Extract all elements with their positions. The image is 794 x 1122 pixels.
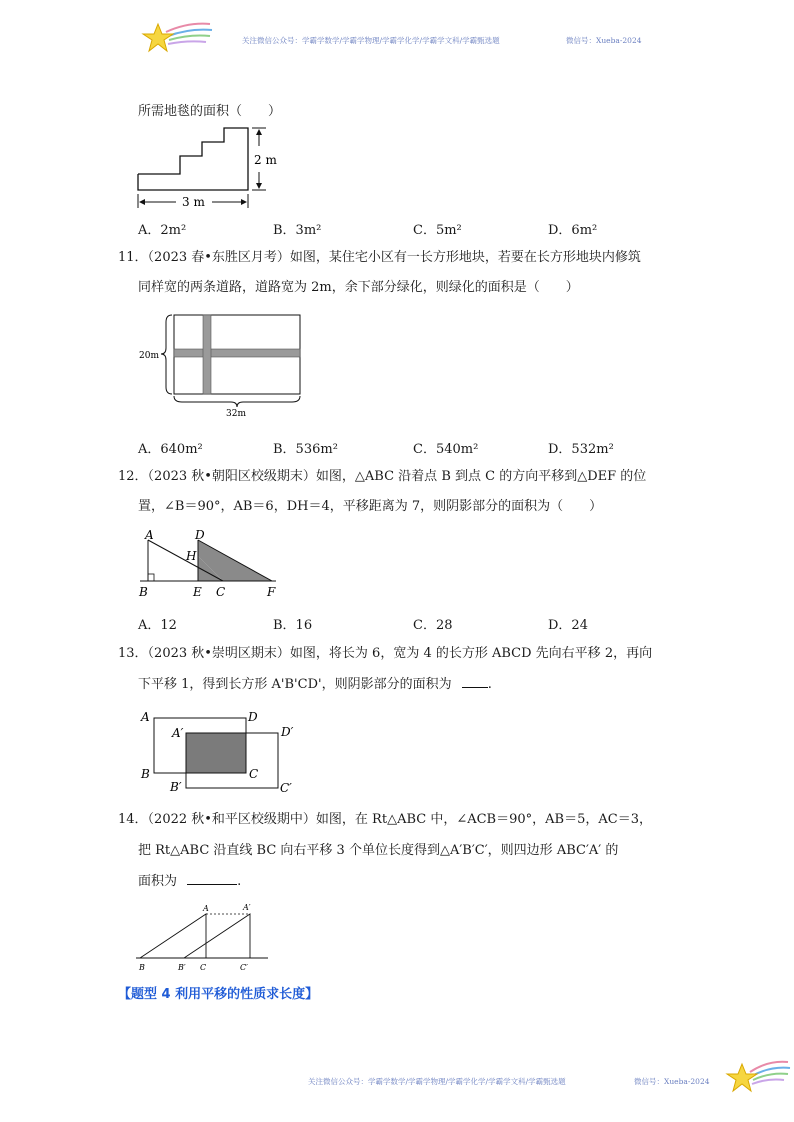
q13-answer-blank[interactable]: [462, 687, 488, 688]
q13-line1: 13．（2023 秋•崇明区期末）如图，将长为 6，宽为 4 的长方形 ABCD 先向右平移 2，再向: [118, 646, 653, 661]
q12-label-d: D: [195, 528, 205, 542]
q12-line2: 置，∠B＝90°，AB＝6，DH＝4，平移距离为 7，则阴影部分的面积为（ ）: [138, 499, 603, 514]
q10-option-c[interactable]: C．5m²: [413, 223, 462, 238]
q12-label-a: A: [145, 528, 154, 542]
q12-option-a[interactable]: A．12: [138, 618, 177, 633]
q14-label-b-prime: B′: [178, 963, 186, 972]
q10-stem: 所需地毯的面积（ ）: [138, 104, 282, 119]
q13-label-b-prime: B′: [170, 780, 182, 794]
q10-staircase-figure: [130, 120, 290, 212]
q11-land-figure: [136, 308, 312, 420]
q11-option-c[interactable]: C．540m²: [413, 442, 479, 457]
q14-label-a-prime: A′: [243, 903, 251, 912]
q12-option-c[interactable]: C．28: [413, 618, 453, 633]
q11-option-d[interactable]: D．532m²: [548, 442, 614, 457]
q14-line3-end: .: [237, 874, 242, 889]
q12-label-h: H: [186, 549, 197, 563]
q14-label-b: B: [139, 963, 145, 972]
q13-label-b: B: [141, 767, 150, 781]
q12-label-b: B: [139, 585, 148, 599]
q13-line2-end: .: [487, 677, 492, 692]
q14-label-c-prime: C′: [240, 963, 248, 972]
q10-width-label: 3 m: [182, 195, 205, 209]
footer-text: 关注微信公众号：学霸学数学/学霸学物理/学霸学化学/学霸学文科/学霸甄选题: [308, 1077, 566, 1086]
header-text: 关注微信公众号：学霸学数学/学霸学物理/学霸学化学/学霸学文科/学霸甄选题: [242, 36, 500, 45]
q11-option-b[interactable]: B．536m²: [273, 442, 338, 457]
q10-option-d[interactable]: D．6m²: [548, 223, 598, 238]
q13-label-a-prime: A′: [172, 726, 184, 740]
q13-line2-text: 下平移 1，得到长方形 A'B'CD'，则阴影部分的面积为: [138, 677, 452, 692]
section-title: 【题型 4 利用平移的性质求长度】: [118, 987, 319, 1002]
q12-label-c: C: [216, 585, 226, 599]
q10-option-a[interactable]: A．2m²: [138, 223, 187, 238]
q11-line2: 同样宽的两条道路，道路宽为 2m，余下部分绿化，则绿化的面积是（ ）: [138, 280, 579, 295]
q13-label-a: A: [141, 710, 150, 724]
star-logo-icon: [724, 1056, 792, 1096]
q13-label-c-prime: C′: [280, 781, 292, 794]
q11-option-a[interactable]: A．640m²: [138, 442, 203, 457]
q11-line1: 11．（2023 春•东胜区月考）如图，某住宅小区有一长方形地块，若要在长方形地块内修筑: [118, 250, 641, 265]
q12-label-f: F: [267, 585, 276, 599]
q14-label-c: C: [200, 963, 207, 972]
q14-line3-text: 面积为: [138, 874, 178, 889]
q11-width-label: 32m: [226, 409, 246, 419]
star-logo-icon: [138, 18, 218, 58]
q14-translation-figure: [134, 900, 274, 976]
q11-height-label: 20m: [139, 351, 159, 361]
q13-label-d: D: [248, 710, 258, 724]
q14-line3: [138, 874, 241, 890]
q14-line2: 把 Rt△ABC 沿直线 BC 向右平移 3 个单位长度得到△A′B′C′，则四边形 ABC′A′ 的: [138, 843, 619, 858]
footer-wechat: 微信号：Xueba-2024: [634, 1077, 710, 1086]
q12-label-e: E: [193, 585, 202, 599]
q14-line1: 14．（2022 秋•和平区校级期中）如图，在 Rt△ABC 中，∠ACB＝90°，AB＝5，AC＝3，: [118, 812, 652, 827]
q12-line1: 12．（2023 秋•朝阳区校级期末）如图，△ABC 沿着点 B 到点 C 的方向平移到△DEF 的位: [118, 469, 647, 484]
q10-option-b[interactable]: B．3m²: [273, 223, 322, 238]
q12-option-d[interactable]: D．24: [548, 618, 588, 633]
header-wechat: 微信号：Xueba-2024: [566, 36, 642, 45]
q10-height-label: 2 m: [254, 153, 277, 167]
q13-line2: [138, 677, 492, 693]
q13-label-c: C: [249, 767, 259, 781]
q12-triangle-figure: [136, 526, 286, 602]
q14-answer-blank[interactable]: [187, 884, 237, 885]
q12-option-b[interactable]: B．16: [273, 618, 313, 633]
q14-label-a: A: [203, 904, 209, 913]
q13-label-d-prime: D′: [281, 725, 294, 739]
q13-rectangle-figure: [136, 706, 306, 794]
